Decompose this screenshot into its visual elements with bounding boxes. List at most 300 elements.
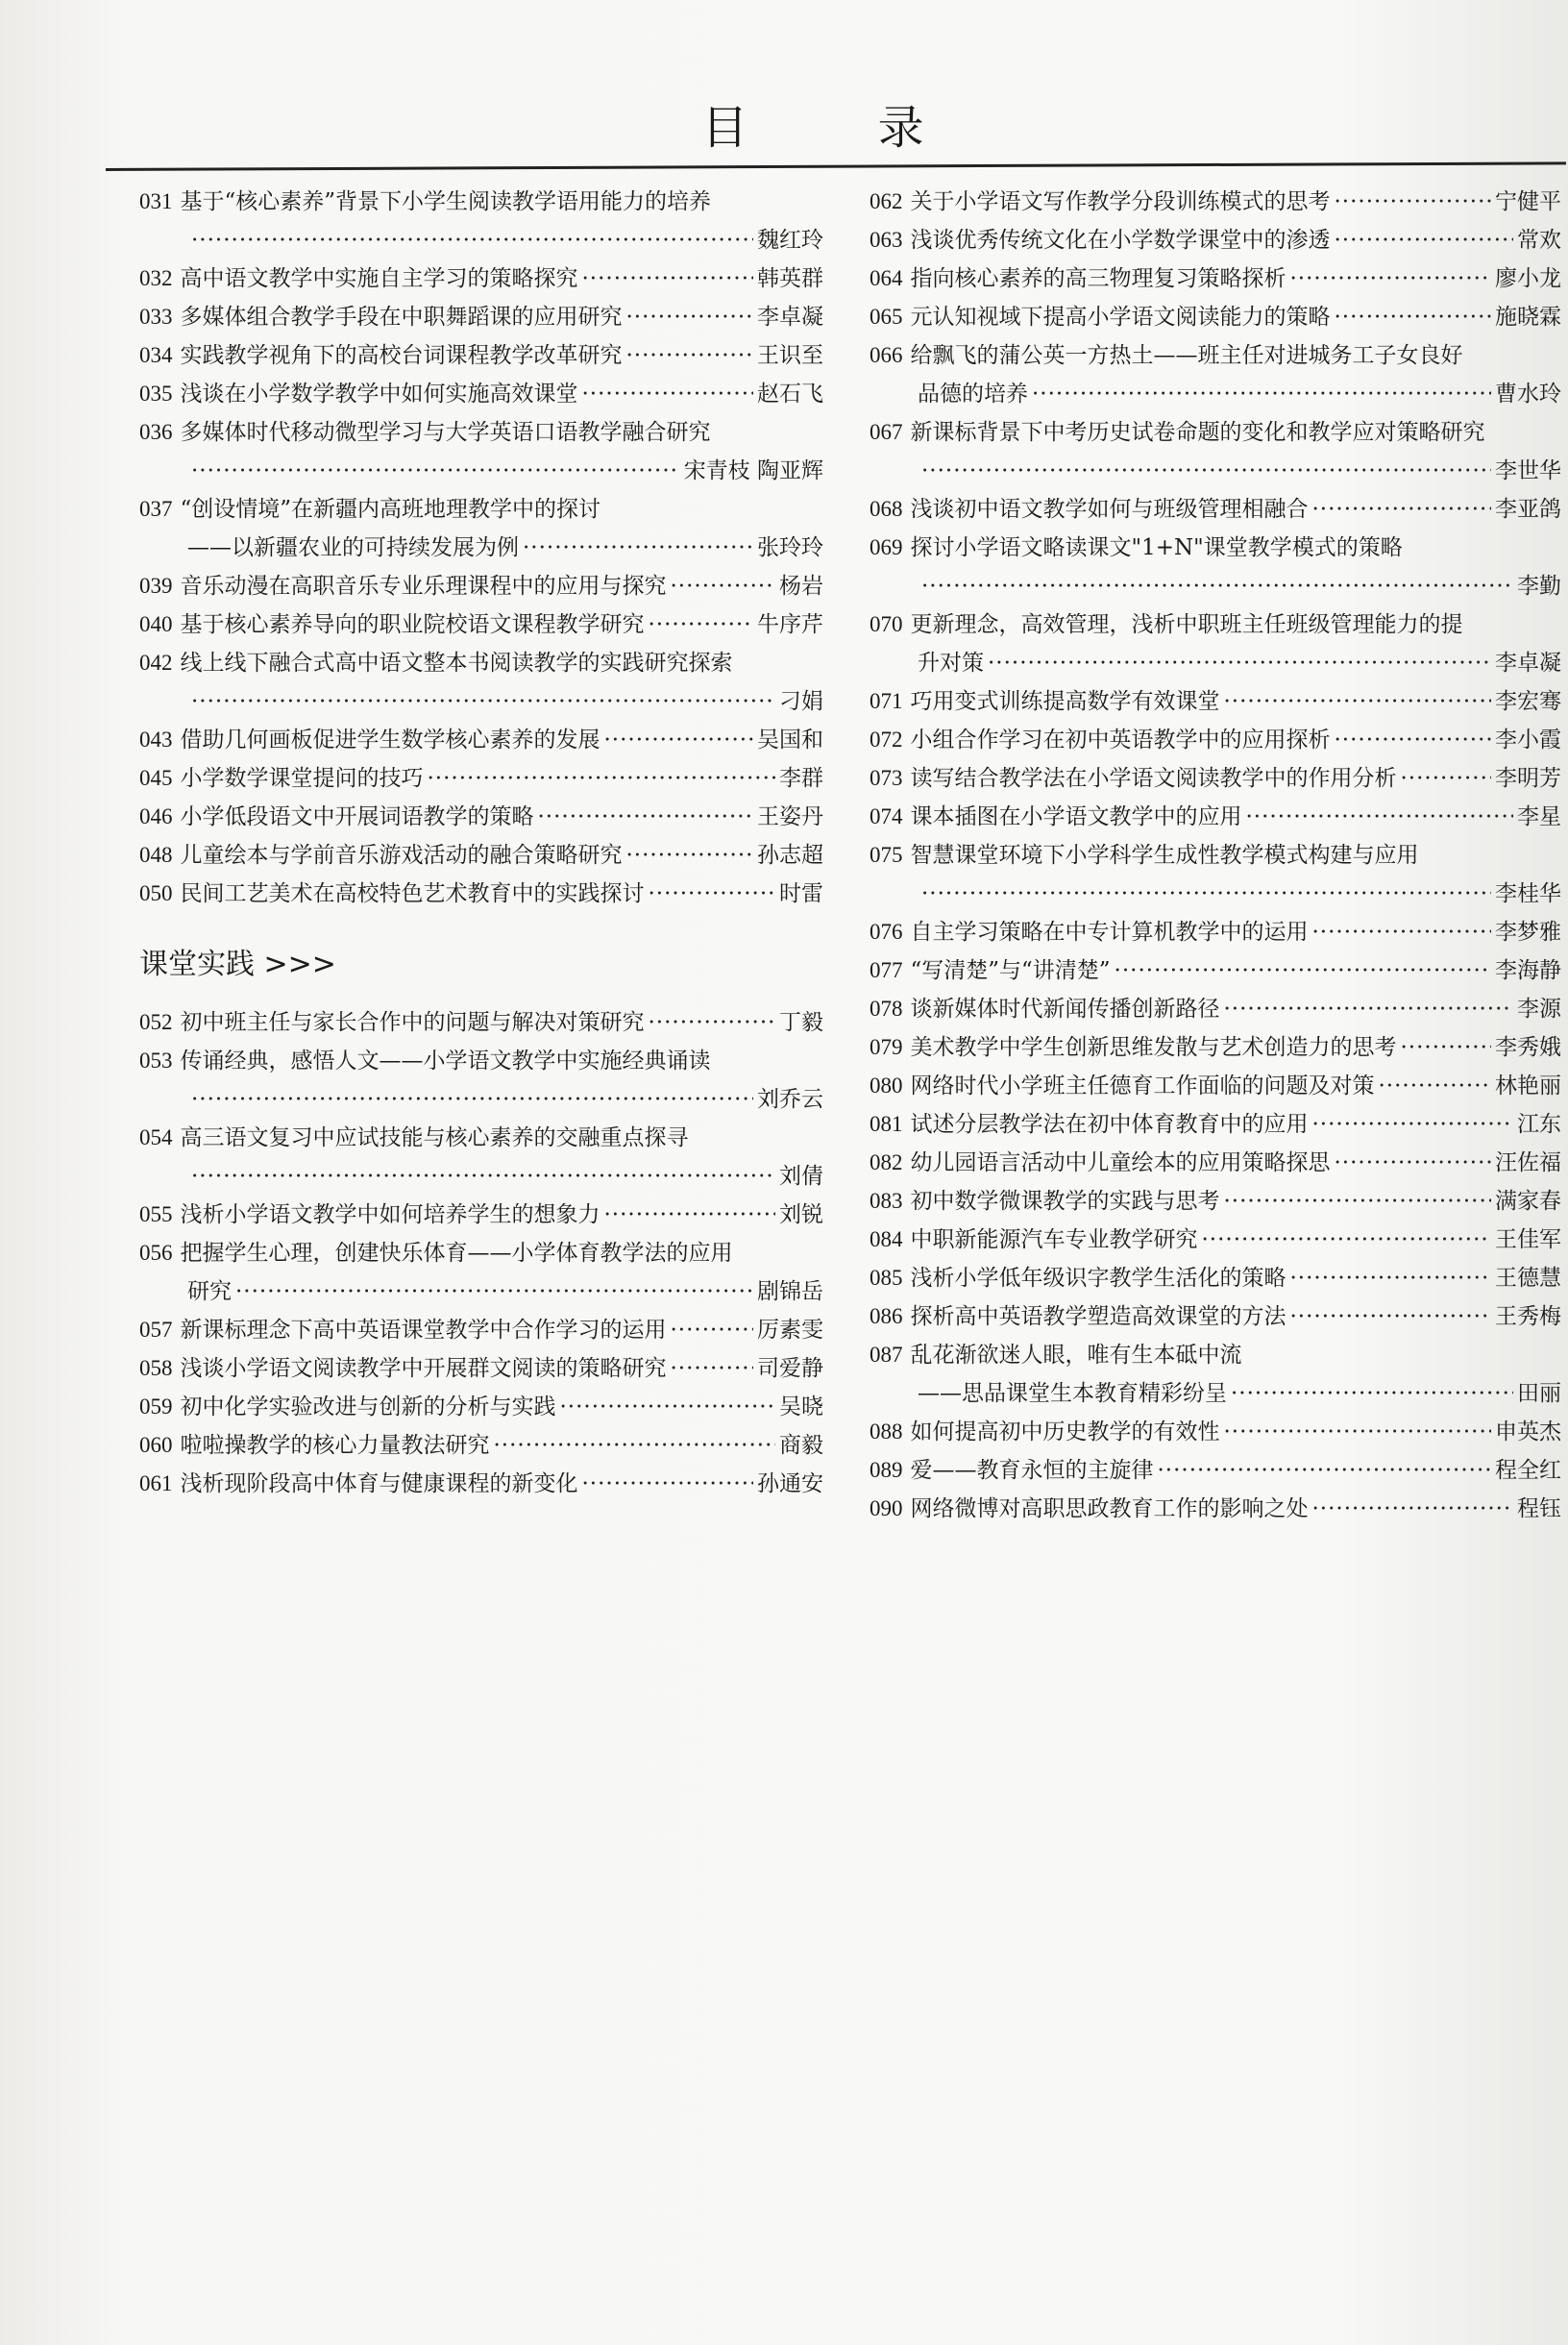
toc-entry-title: 初中班主任与家长合作中的问题与解决对策研究 (180, 1010, 645, 1035)
toc-entry-page-number: 045 (139, 766, 173, 790)
toc-entry[interactable] (870, 529, 1561, 605)
toc-entry-author: 丁毅 (779, 1010, 823, 1035)
toc-right-column (870, 183, 1561, 1528)
toc-entry-leader-line (139, 529, 823, 567)
toc-entry[interactable] (139, 1311, 823, 1349)
toc-entry[interactable] (139, 1042, 823, 1119)
toc-entry-title: 课本插图在小学语文教学中的应用 (910, 804, 1242, 829)
toc-entry[interactable] (139, 413, 823, 490)
toc-entry[interactable] (870, 1451, 1561, 1490)
toc-entry-title: 多媒体组合教学手段在中职舞蹈课的应用研究 (180, 305, 623, 330)
toc-entry-title-continuation: ——以新疆农业的可持续发展为例 (187, 535, 519, 560)
toc-entry-title: 音乐动漫在高职音乐专业乐理课程中的应用与探究 (180, 574, 667, 599)
toc-entry-author: 程钰 (1517, 1496, 1561, 1521)
toc-list-classroom-practice (139, 1003, 823, 1503)
toc-entry-title-line (139, 336, 823, 375)
toc-entry-title-line (870, 490, 1561, 529)
toc-entry-title-line (139, 836, 823, 875)
toc-entry-title: 新课标理念下高中英语课堂教学中合作学习的运用 (180, 1318, 667, 1343)
toc-entry-page-number: 056 (139, 1241, 173, 1265)
toc-entry-page-number: 086 (870, 1304, 903, 1328)
toc-entry-title: 关于小学语文写作教学分段训练模式的思考 (910, 189, 1331, 214)
toc-entry[interactable] (870, 836, 1561, 913)
toc-entry-title-line (870, 1413, 1561, 1451)
toc-entry[interactable] (870, 605, 1561, 682)
toc-entry[interactable] (139, 875, 823, 913)
toc-entry-title: 浅析小学低年级识字教学生活化的策略 (910, 1266, 1286, 1291)
dot-leader (1224, 682, 1492, 721)
dot-leader (582, 375, 754, 413)
toc-entry-title: 幼儿园语言活动中儿童绘本的应用策略探思 (910, 1150, 1331, 1175)
dot-leader (671, 1311, 754, 1349)
toc-entry-title-line (870, 951, 1561, 990)
toc-entry-title: 浅析小学语文教学中如何培养学生的想象力 (180, 1202, 600, 1227)
toc-entry-title: 高中语文教学中实施自主学习的策略探究 (180, 266, 578, 291)
toc-entry-title: 把握学生心理，创建快乐体育——小学体育教学法的应用 (180, 1241, 733, 1266)
toc-entry[interactable] (870, 913, 1561, 951)
toc-entry-author: 李群 (779, 766, 823, 791)
toc-entry-title: 民间工艺美术在高校特色艺术教育中的实践探讨 (180, 881, 645, 906)
toc-entry-author: 李梦雅 (1495, 920, 1561, 945)
toc-entry-leader-line (139, 682, 823, 721)
dot-leader (538, 798, 754, 836)
toc-entry-title: 初中数学微课教学的实践与思考 (910, 1189, 1220, 1214)
toc-entry-title-continuation: ——思品课堂生本教育精彩纷呈 (918, 1381, 1227, 1406)
dot-leader (604, 1196, 776, 1234)
page-title: 目 录 (701, 101, 982, 156)
toc-entry-title-line (870, 336, 1561, 375)
toc-entry-title-line (139, 1119, 823, 1157)
toc-entry[interactable] (870, 336, 1561, 413)
toc-entry[interactable] (870, 413, 1561, 490)
toc-entry-title: 实践教学视角下的高校台词课程教学改革研究 (180, 343, 623, 368)
toc-entry-author: 李秀娥 (1495, 1035, 1561, 1060)
toc-entry[interactable] (139, 644, 823, 721)
toc-entry-title-continuation: 研究 (187, 1279, 232, 1304)
toc-entry-page-number: 046 (139, 804, 173, 828)
dot-leader (1401, 1028, 1492, 1067)
dot-leader (582, 259, 754, 298)
toc-entry-title-continuation: 品德的培养 (918, 382, 1028, 407)
toc-entry[interactable] (870, 1297, 1561, 1336)
toc-entry-author: 吴晓 (779, 1395, 823, 1419)
toc-entry-author: 曹水玲 (1495, 382, 1561, 407)
dot-leader (1115, 951, 1491, 990)
toc-entry[interactable] (139, 1234, 823, 1311)
toc-entry-title-line (870, 183, 1561, 221)
toc-entry-page-number: 082 (870, 1150, 903, 1174)
toc-entry-title-line (139, 1042, 823, 1080)
toc-entry[interactable] (139, 375, 823, 413)
toc-entry-author: 牛序芹 (757, 612, 823, 637)
dot-leader (560, 1388, 776, 1426)
dot-leader (671, 1349, 754, 1388)
toc-entry-title-line (139, 759, 823, 798)
toc-entry-author: 李勤 (1517, 574, 1561, 599)
toc-entry-author: 程全红 (1495, 1458, 1561, 1483)
toc-entry-title-line (139, 567, 823, 605)
toc-entry-page-number: 031 (139, 189, 173, 213)
toc-entry-leader-line (870, 375, 1561, 413)
toc-entry-title: 小组合作学习在初中英语教学中的应用探析 (910, 728, 1331, 753)
dot-leader (191, 1080, 753, 1119)
toc-entry[interactable] (870, 1028, 1561, 1067)
toc-entry-title: 多媒体时代移动微型学习与大学英语口语教学融合研究 (180, 420, 711, 445)
toc-entry-page-number: 067 (870, 420, 903, 444)
toc-entry-title-line (139, 1349, 823, 1388)
dot-leader (921, 567, 1513, 605)
toc-entry[interactable] (139, 1388, 823, 1426)
dot-leader (1335, 721, 1492, 759)
toc-entry-page-number: 088 (870, 1419, 903, 1444)
toc-entry-author: 王姿丹 (757, 804, 823, 829)
toc-entry-title-line (870, 1067, 1561, 1105)
toc-entry[interactable] (139, 1003, 823, 1042)
toc-entry[interactable] (870, 221, 1561, 259)
toc-entry-leader-line (139, 1272, 823, 1311)
toc-entry-page-number: 083 (870, 1189, 903, 1213)
toc-entry-title-line (870, 1221, 1561, 1259)
toc-entry-title-line (870, 605, 1561, 644)
toc-entry-title: 基于核心素养导向的职业院校语文课程教学研究 (180, 612, 645, 637)
toc-entry-author: 李小霞 (1495, 728, 1561, 753)
toc-entry-title: 浅谈小学语文阅读教学中开展群文阅读的策略研究 (180, 1356, 667, 1381)
toc-entry-author: 孙志超 (757, 843, 823, 868)
toc-entry-title: 浅析现阶段高中体育与健康课程的新变化 (180, 1471, 578, 1496)
dot-leader (1335, 1144, 1492, 1182)
toc-entry[interactable] (139, 836, 823, 875)
dot-leader (649, 875, 776, 913)
toc-entry-page-number: 048 (139, 843, 173, 867)
toc-entry-title: 儿童绘本与学前音乐游戏活动的融合策略研究 (180, 843, 623, 868)
toc-entry-title-line (870, 259, 1561, 298)
toc-entry-title-line (139, 183, 823, 221)
toc-entry-author: 杨岩 (779, 574, 823, 599)
toc-entry-title-line (870, 1144, 1561, 1182)
toc-entry[interactable] (870, 1221, 1561, 1259)
toc-entry-page-number: 065 (870, 305, 903, 329)
toc-entry-title: 浅谈初中语文教学如何与班级管理相融合 (910, 497, 1309, 522)
dot-leader (988, 644, 1491, 682)
toc-entry-author: 李卓凝 (757, 305, 823, 330)
toc-entry[interactable] (870, 682, 1561, 721)
toc-entry-page-number: 033 (139, 305, 173, 329)
toc-entry[interactable] (870, 951, 1561, 990)
toc-entry-title: 试述分层教学法在初中体育教育中的应用 (910, 1112, 1309, 1137)
toc-entry[interactable] (139, 336, 823, 375)
toc-entry-page-number: 062 (870, 189, 903, 213)
toc-entry-author: 江东 (1517, 1112, 1561, 1137)
toc-entry[interactable] (870, 1105, 1561, 1144)
toc-entry[interactable] (139, 490, 823, 567)
toc-entry-leader-line (870, 875, 1561, 913)
toc-entry-title-line (870, 413, 1561, 452)
toc-entry-title: 读写结合教学法在小学语文阅读教学中的作用分析 (910, 766, 1397, 791)
toc-entry-author: 王识至 (757, 343, 823, 368)
toc-entry-title: 浅谈优秀传统文化在小学数学课堂中的渗透 (910, 228, 1331, 253)
toc-entry-author: 田丽 (1517, 1381, 1561, 1406)
toc-entry-title-line (870, 1105, 1561, 1144)
dot-leader (494, 1426, 776, 1465)
toc-entry[interactable] (870, 1259, 1561, 1297)
toc-entry[interactable] (139, 759, 823, 798)
toc-entry[interactable] (870, 1336, 1561, 1413)
toc-entry[interactable] (870, 490, 1561, 529)
toc-entry-page-number: 064 (870, 266, 903, 290)
toc-entry-page-number: 080 (870, 1074, 903, 1098)
toc-entry-page-number: 052 (139, 1010, 173, 1034)
toc-entry[interactable] (870, 1182, 1561, 1221)
toc-entry-author: 宁健平 (1495, 189, 1561, 214)
toc-entry-page-number: 032 (139, 266, 173, 290)
dot-leader (191, 682, 775, 721)
dot-leader (235, 1272, 753, 1311)
toc-entry[interactable] (139, 798, 823, 836)
toc-entry-author: 魏红玲 (757, 228, 823, 253)
toc-entry[interactable] (870, 1490, 1561, 1528)
toc-entry-title-continuation: 升对策 (918, 651, 984, 676)
toc-entry-author: 汪佐福 (1495, 1150, 1561, 1175)
toc-entry-page-number: 079 (870, 1035, 903, 1059)
toc-entry-title-line (870, 298, 1561, 336)
dot-leader (1032, 375, 1491, 413)
dot-leader (649, 605, 754, 644)
toc-entry[interactable] (870, 298, 1561, 336)
toc-entry-author: 刘乔云 (757, 1087, 823, 1112)
toc-entry-page-number: 072 (870, 728, 903, 752)
toc-entry-title: 小学低段语文中开展词语教学的策略 (180, 804, 534, 829)
toc-entry-title-line (870, 798, 1561, 836)
toc-entry[interactable] (139, 721, 823, 759)
toc-entry-title: 初中化学实验改进与创新的分析与实践 (180, 1395, 556, 1419)
toc-entry-title-line (139, 644, 823, 682)
dot-leader (1401, 759, 1492, 798)
toc-entry-page-number: 087 (870, 1343, 903, 1367)
toc-entry[interactable] (139, 567, 823, 605)
toc-entry-title: 自主学习策略在中专计算机教学中的运用 (910, 920, 1309, 945)
toc-entry-author: 常欢 (1517, 228, 1561, 253)
toc-entry-title-line (870, 759, 1561, 798)
toc-entry-author: 韩英群 (757, 266, 823, 291)
toc-entry[interactable] (139, 1119, 823, 1196)
toc-entry-page-number: 060 (139, 1433, 173, 1457)
toc-entry-title: 乱花渐欲迷人眼，唯有生本砥中流 (910, 1343, 1242, 1368)
toc-list-left (139, 183, 823, 913)
dot-leader (649, 1003, 776, 1042)
toc-entry-leader-line (870, 644, 1561, 682)
toc-entry-page-number: 066 (870, 343, 903, 367)
toc-entry-author: 李卓凝 (1495, 651, 1561, 676)
toc-entry-page-number: 042 (139, 651, 173, 675)
toc-entry-page-number: 085 (870, 1266, 903, 1290)
toc-entry-page-number: 061 (139, 1471, 173, 1495)
dot-leader (626, 836, 754, 875)
toc-entry-author: 商毅 (779, 1433, 823, 1458)
dot-leader (191, 221, 753, 259)
toc-entry-title-line (870, 836, 1561, 875)
toc-entry[interactable] (139, 183, 823, 259)
toc-entry-author: 刁娟 (779, 689, 823, 714)
toc-entry-title: 中职新能源汽车专业教学研究 (910, 1227, 1198, 1252)
toc-entry-title: 如何提高初中历史教学的有效性 (910, 1419, 1220, 1444)
toc-entry[interactable] (139, 1426, 823, 1465)
toc-entry-title-line (139, 1234, 823, 1272)
toc-entry-title-line (139, 490, 823, 529)
toc-entry-author: 时雷 (779, 881, 823, 906)
toc-entry-page-number: 039 (139, 574, 173, 598)
toc-entry-title-line (139, 1465, 823, 1503)
toc-entry-title: 啦啦操教学的核心力量教法研究 (180, 1433, 490, 1458)
toc-entry-title-line (870, 1490, 1561, 1528)
toc-entry[interactable] (139, 1196, 823, 1234)
toc-entry-title-line (870, 1336, 1561, 1374)
toc-list-right (870, 183, 1561, 1528)
toc-entry-page-number: 071 (870, 689, 903, 713)
toc-left-column (139, 183, 823, 1503)
toc-entry-title: “写清楚”与“讲清楚” (910, 958, 1111, 983)
toc-entry-title: 给飘飞的蒲公英一方热土——班主任对进城务工子女良好 (910, 343, 1463, 368)
toc-entry-title-line (139, 298, 823, 336)
toc-entry-author: 宋青枝 陶亚辉 (683, 458, 823, 483)
toc-entry-page-number: 059 (139, 1395, 173, 1419)
toc-entry-title-line (870, 913, 1561, 951)
toc-entry-page-number: 078 (870, 997, 903, 1021)
dot-leader (1312, 1105, 1514, 1144)
dot-leader (921, 875, 1491, 913)
dot-leader (1379, 1067, 1492, 1105)
toc-entry-page-number: 036 (139, 420, 173, 444)
toc-entry-title: 网络微博对高职思政教育工作的影响之处 (910, 1496, 1309, 1521)
toc-entry[interactable] (870, 1067, 1561, 1105)
dot-leader (1224, 1413, 1492, 1451)
toc-entry-author: 廖小龙 (1495, 266, 1561, 291)
dot-leader (1335, 183, 1492, 221)
toc-entry-author: 满家春 (1495, 1189, 1561, 1214)
toc-entry[interactable] (139, 1349, 823, 1388)
toc-entry-title: 探析高中英语教学塑造高效课堂的方法 (910, 1304, 1286, 1329)
toc-entry[interactable] (870, 1144, 1561, 1182)
toc-entry-leader-line (139, 1157, 823, 1196)
toc-entry-title-line (139, 1196, 823, 1234)
dot-leader (523, 529, 753, 567)
toc-entry[interactable] (139, 605, 823, 644)
toc-entry-title-line (139, 1003, 823, 1042)
dot-leader (191, 1157, 775, 1196)
dot-leader (1231, 1374, 1513, 1413)
toc-entry-title: 指向核心素养的高三物理复习策略探析 (910, 266, 1286, 291)
toc-entry-author: 张玲玲 (757, 535, 823, 560)
toc-entry-page-number: 084 (870, 1227, 903, 1251)
toc-entry-page-number: 073 (870, 766, 903, 790)
toc-entry[interactable] (139, 1465, 823, 1503)
toc-entry-author: 王秀梅 (1495, 1304, 1561, 1329)
toc-entry-title-line (870, 1182, 1561, 1221)
toc-entry-author: 李海静 (1495, 958, 1561, 983)
toc-entry-author: 李亚鸽 (1495, 497, 1561, 522)
toc-entry-title-line (139, 413, 823, 452)
toc-entry-title: 传诵经典，感悟人文——小学语文教学中实施经典诵读 (180, 1049, 711, 1074)
toc-entry[interactable] (139, 259, 823, 298)
toc-entry-author: 林艳丽 (1495, 1074, 1561, 1098)
toc-entry-page-number: 050 (139, 881, 173, 905)
toc-entry-author: 李明芳 (1495, 766, 1561, 791)
toc-entry-author: 刘倩 (779, 1164, 823, 1189)
toc-entry-page-number: 057 (139, 1318, 173, 1342)
toc-entry-author: 施晓霖 (1495, 305, 1561, 330)
toc-entry-title-line (139, 1388, 823, 1426)
toc-entry-author: 申英杰 (1495, 1419, 1561, 1444)
toc-entry-author: 李世华 (1495, 458, 1561, 483)
toc-entry-title-line (870, 1451, 1561, 1490)
toc-entry-title: 借助几何画板促进学生数学核心素养的发展 (180, 728, 600, 753)
dot-leader (1312, 913, 1492, 951)
toc-entry-page-number: 076 (870, 920, 903, 944)
toc-entry-page-number: 037 (139, 497, 173, 521)
toc-entry-title-line (870, 721, 1561, 759)
toc-entry-page-number: 035 (139, 382, 173, 406)
toc-entry-page-number: 068 (870, 497, 903, 521)
toc-entry-title: 基于“核心素养”背景下小学生阅读教学语用能力的培养 (180, 189, 712, 214)
toc-entry-page-number: 077 (870, 958, 903, 982)
dot-leader (671, 567, 776, 605)
dot-leader (1202, 1221, 1492, 1259)
toc-entry-author: 刘锐 (779, 1202, 823, 1227)
toc-entry-page-number: 081 (870, 1112, 903, 1136)
toc-entry-title-line (139, 259, 823, 298)
toc-entry[interactable] (870, 798, 1561, 836)
toc-entry-page-number: 054 (139, 1125, 173, 1149)
toc-entry-title: 高三语文复习中应试技能与核心素养的交融重点探寻 (180, 1125, 689, 1150)
dot-leader (191, 452, 680, 490)
toc-entry-author: 司爱静 (757, 1356, 823, 1381)
toc-entry-title-line (139, 875, 823, 913)
toc-entry-title: 浅谈在小学数学教学中如何实施高效课堂 (180, 382, 578, 407)
toc-entry[interactable] (870, 1413, 1561, 1451)
toc-entry-title: 探讨小学语文略读课文"1+N"课堂教学模式的策略 (910, 535, 1403, 560)
dot-leader (1335, 221, 1514, 259)
toc-entry-page-number: 040 (139, 612, 173, 636)
toc-entry[interactable] (870, 990, 1561, 1028)
toc-entry-title: “创设情境”在新疆内高班地理教学中的探讨 (180, 497, 601, 522)
toc-entry-author: 厉素雯 (757, 1318, 823, 1343)
toc-entry-author: 剧锦岳 (757, 1279, 823, 1304)
toc-entry-page-number: 070 (870, 612, 903, 636)
toc-entry[interactable] (139, 298, 823, 336)
dot-leader (428, 759, 776, 798)
toc-entry[interactable] (870, 759, 1561, 798)
toc-entry-page-number: 063 (870, 228, 903, 252)
toc-entry[interactable] (870, 183, 1561, 221)
dot-leader (1246, 798, 1514, 836)
toc-entry-page-number: 034 (139, 343, 173, 367)
dot-leader (604, 721, 754, 759)
toc-entry[interactable] (870, 721, 1561, 759)
toc-entry-author: 李宏骞 (1495, 689, 1561, 714)
toc-entry-title-line (139, 1426, 823, 1465)
toc-entry-title-line (870, 1297, 1561, 1336)
dot-leader (1158, 1451, 1492, 1490)
toc-entry-title: 网络时代小学班主任德育工作面临的问题及对策 (910, 1074, 1375, 1098)
toc-entry-author: 吴国和 (757, 728, 823, 753)
toc-entry-title-line (139, 798, 823, 836)
toc-entry[interactable] (870, 259, 1561, 298)
dot-leader (1312, 490, 1492, 529)
toc-entry-title-line (139, 375, 823, 413)
toc-entry-leader-line (870, 567, 1561, 605)
toc-entry-author: 李星 (1517, 804, 1561, 829)
toc-entry-author: 王佳军 (1495, 1227, 1561, 1252)
toc-entry-page-number: 074 (870, 804, 903, 828)
